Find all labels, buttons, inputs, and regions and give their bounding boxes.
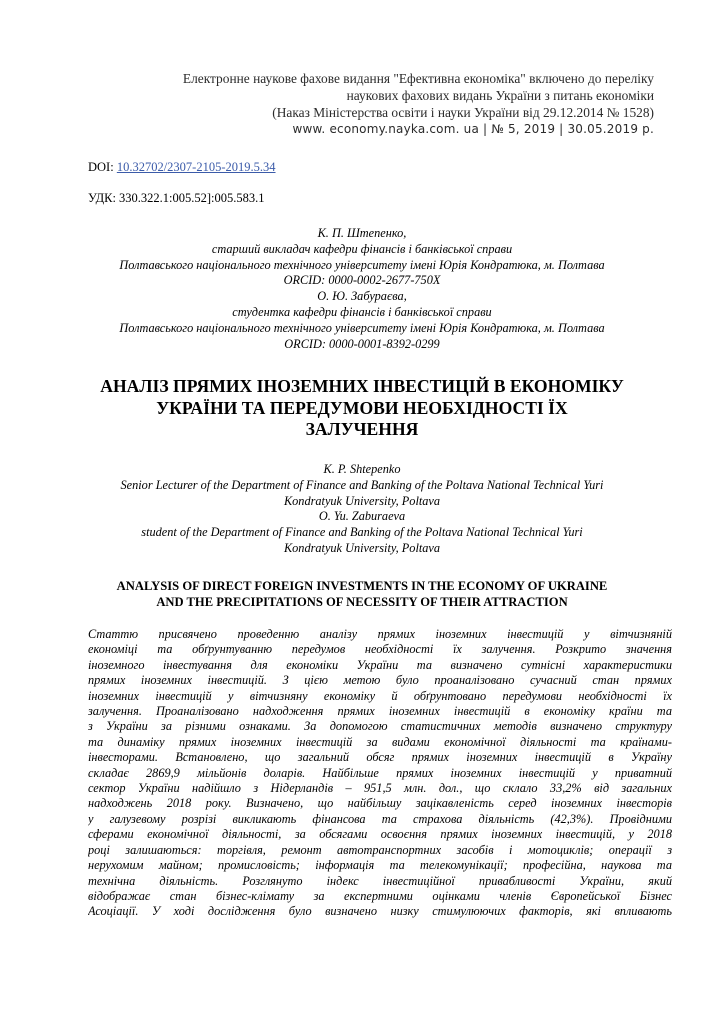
abstract-line: у галузевому розрізі викликають фінансова та страхова діяльність (42,3%). Провідними xyxy=(88,811,672,826)
udk-line: УДК: 330.322.1:005.52]:005.583.1 xyxy=(88,191,265,205)
abstract-line: Асоціації. У ході дослідження було визначено низку стимулюючих факторів, які впливають xyxy=(88,904,672,919)
abstract-line: надходжень 2018 року. Визначено, що найбільшу зацікавленість серед іноземних інвесторів xyxy=(88,796,672,811)
authors-english xyxy=(60,462,664,557)
abstract xyxy=(88,627,672,920)
abstract-line: іноземного інвестування для економіки України та визначено сутнісні характеристики xyxy=(88,657,672,672)
abstract-line: інвесторами. Встановлено, що загальний обсяг прямих іноземних інвестицій в Україну xyxy=(88,750,672,765)
abstract-line: відображає стан бізнес-клімату за експертними оцінками членів Європейської Бізнес xyxy=(88,888,672,903)
author-1-affiliation-en: Senior Lecturer of the Department of Finance and Banking of the Poltava National Technical Yuri xyxy=(120,477,604,492)
abstract-line: нерухомим майном; промисловість; інформація та телекомунікації; професійна, наукова та xyxy=(88,858,672,873)
title-ua-line: УКРАЇНИ ТА ПЕРЕДУМОВИ НЕОБХІДНОСТІ ЇХ xyxy=(156,397,568,418)
doi-label: DOI: xyxy=(88,160,117,174)
author-2-orcid: ORCID: 0000-0001-8392-0299 xyxy=(284,336,440,351)
header-line-list: наукових фахових видань України з питань економіки xyxy=(346,88,654,103)
abstract-line: прямих іноземних інвестицій. З цією метою було проаналізовано сучасний стан прямих xyxy=(88,673,672,688)
header-line-journal: Електронне наукове фахове видання "Ефективна економіка" включено до переліку xyxy=(182,71,654,86)
abstract-line: іноземних інвестицій у вітчизняну економіку й обґрунтовано передумови необхідності їх xyxy=(88,688,672,703)
abstract-line: економіці та обґрунтуванню передумов необхідності їх залучення. Розкрито значення xyxy=(88,642,672,657)
title-en-line: AND THE PRECIPITATIONS OF NECESSITY OF THEIR ATTRACTION xyxy=(156,595,568,609)
doi-line xyxy=(88,159,276,175)
title-en-line: ANALYSIS OF DIRECT FOREIGN INVESTMENTS IN THE ECONOMY OF UKRAINE xyxy=(116,579,608,593)
authors-ukrainian xyxy=(60,226,664,352)
header-line-order: (Наказ Міністерства освіти і науки України від 29.12.2014 № 1528) xyxy=(272,105,654,120)
author-2-name: О. Ю. Забураєва, xyxy=(317,289,407,304)
abstract-line: технічна діяльність. Розглянуто індекс інвестиційної привабливості України, який xyxy=(88,873,672,888)
abstract-line: з України за різними ознаками. За допомогою статистичних методів визначено структуру xyxy=(88,719,672,734)
abstract-line: складає 2869,9 мільйонів доларів. Найбільше прямих іноземних інвестицій у приватний xyxy=(88,765,672,780)
journal-header xyxy=(54,70,654,138)
author-1-name: К. П. Штепенко, xyxy=(317,226,407,240)
author-2-affiliation-en: student of the Department of Finance and Banking of the Poltava National Technical Yuri xyxy=(141,525,583,540)
author-1-position: старший викладач кафедри фінансів і банківської справи xyxy=(211,241,513,256)
abstract-line: сектор України надійшло з Нідерландів – 951,5 млн. дол., що склало 33,2% від загальних xyxy=(88,781,672,796)
author-2-name-en: O. Yu. Zaburaeva xyxy=(318,509,406,524)
abstract-line: році залишаються: торгівля, ремонт автотранспортних засобів і мотоциклів; операції з xyxy=(88,842,672,857)
author-2-affiliation: Полтавського національного технічного університету імені Юрія Кондратюка, м. Полтава xyxy=(119,320,605,335)
author-2-position: студентка кафедри фінансів і банківської справи xyxy=(232,304,492,319)
author-1-orcid: ORCID: 0000-0002-2677-750X xyxy=(283,273,441,288)
author-1-affiliation: Полтавського національного технічного університету імені Юрія Кондратюка, м. Полтава xyxy=(119,257,605,272)
title-ua-line: АНАЛІЗ ПРЯМИХ ІНОЗЕМНИХ ІНВЕСТИЦІЙ В ЕКОНОМІКУ xyxy=(100,376,624,396)
article-title-ukrainian xyxy=(60,376,664,441)
abstract-line: Статтю присвячено проведенню аналізу прямих іноземних інвестицій у вітчизняній xyxy=(88,627,672,641)
doi-link[interactable]: 10.32702/2307-2105-2019.5.34 xyxy=(116,160,276,174)
header-line-website-issue: www. economy.nayka.com. ua | № 5, 2019 | 30.05.2019 р. xyxy=(292,122,654,136)
abstract-line: та динаміку прямих іноземних інвестицій за видами економічної діяльності та країнами- xyxy=(88,734,672,749)
author-2-university-en: Kondratyuk University, Poltava xyxy=(283,540,441,555)
title-ua-line: ЗАЛУЧЕННЯ xyxy=(305,419,419,439)
article-title-english xyxy=(60,578,664,610)
author-1-university-en: Kondratyuk University, Poltava xyxy=(283,493,441,508)
author-1-name-en: K. P. Shtepenko xyxy=(323,462,401,476)
abstract-line: сферами економічної діяльності, за обсягами освоєння прямих іноземних інвестицій, у 2018 xyxy=(88,827,672,842)
abstract-line: залучення. Проаналізовано надходження прямих іноземних інвестицій в економіку країни та xyxy=(88,704,672,719)
